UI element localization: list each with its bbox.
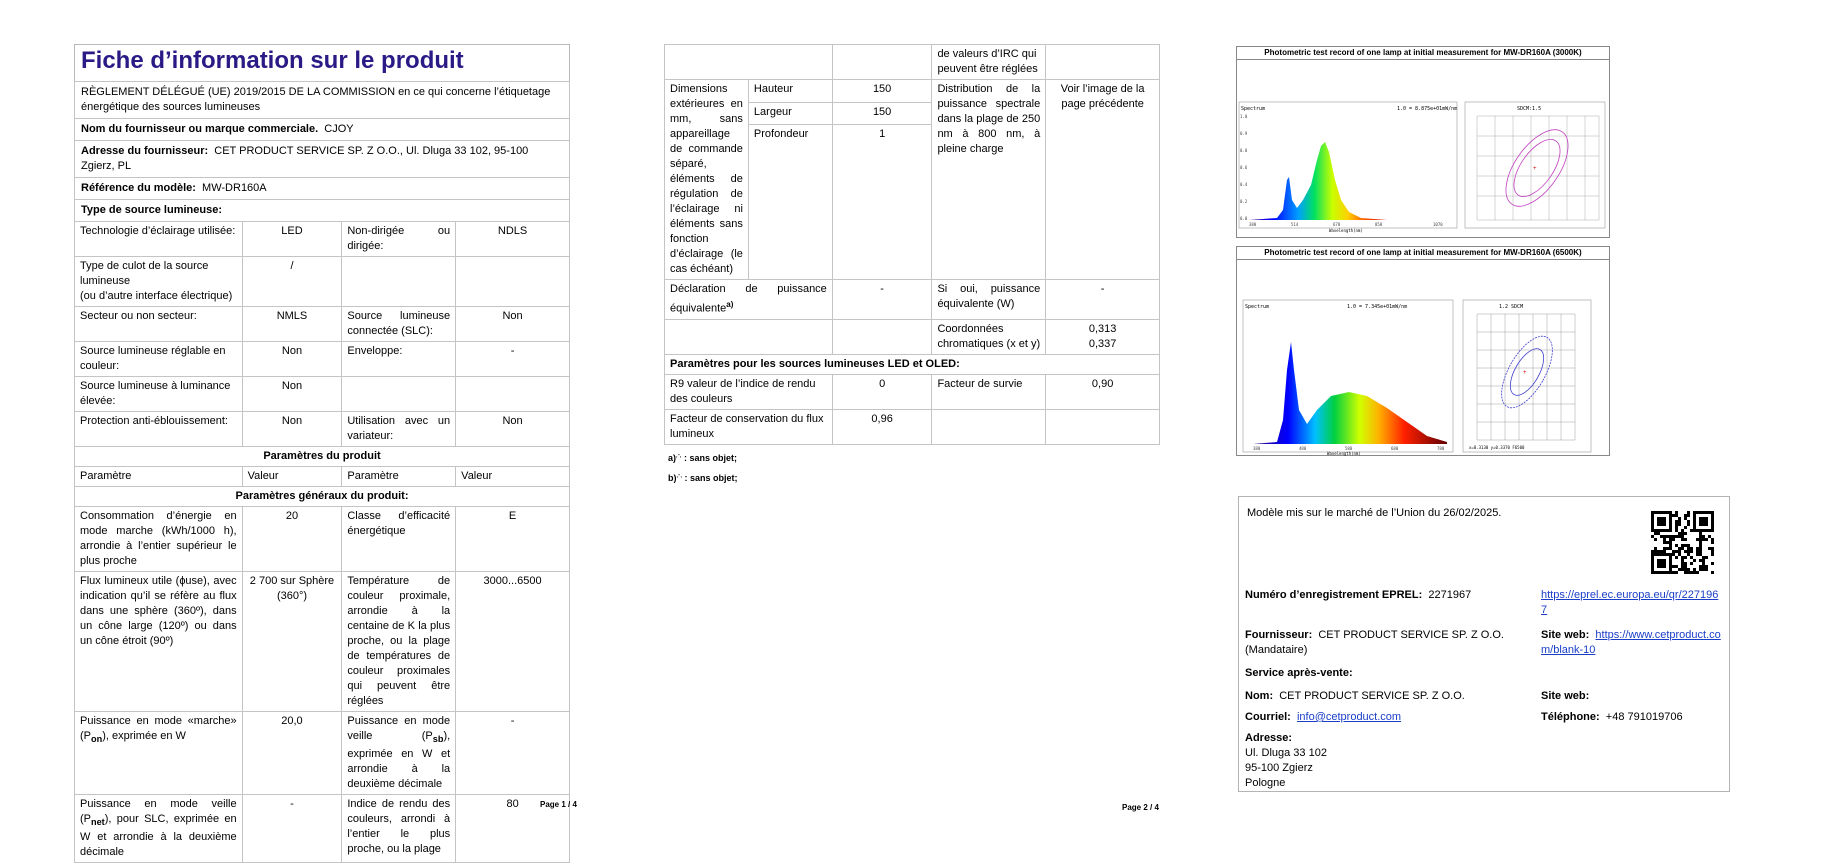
address-block (1239, 730, 1727, 792)
x-tick: 1070 (1433, 222, 1443, 227)
phone-cell (1535, 709, 1727, 726)
param-cell: Source lumineuse à luminance élevée: (75, 377, 243, 412)
eprel-value: 2271967 (1428, 589, 1472, 601)
standby-text-end: ), exprimée en W et arrondie à la deuxième décimale (347, 730, 451, 791)
standby-subscript: sb (432, 734, 444, 745)
footnote-b-sup: ‚-‚ (676, 471, 682, 479)
value-cell: NMLS (242, 307, 342, 342)
address-line: Pologne (1245, 777, 1286, 789)
table-row (75, 795, 570, 863)
eprel-link[interactable]: https://eprel.ec.europa.eu/qr/2271967 (1541, 589, 1719, 616)
model-row (75, 178, 570, 200)
qr-code-icon[interactable] (1651, 511, 1714, 574)
chart-title: Photometric test record of one lamp at initial measurement for MW-DR160A (6500K) (1237, 247, 1609, 260)
spectral-label: Distribution de la puissance spectrale dans la plage de 250 nm à 800 nm, à pleine charge (932, 80, 1046, 280)
height-label: Hauteur (748, 80, 832, 103)
y-tick: 0.4 (1240, 182, 1248, 187)
website-cell (1535, 627, 1727, 659)
param-subtext: (ou d’autre interface électrique) (80, 290, 233, 302)
footnotes (664, 447, 1160, 487)
market-date-text: Modèle mis sur le marché de l’Union du 26/02/2025. (1247, 507, 1502, 519)
value-cell: 0 (832, 374, 932, 409)
value-cell: 0,90 (1046, 374, 1160, 409)
address-label: Adresse: (1245, 732, 1293, 744)
photometric-record-6500k (1236, 246, 1610, 456)
net-standby-text-end: ), pour SLC, exprimée en W et arrondie à la deuxième décimale (80, 813, 237, 859)
param-text: Type de culot de la source lumineuse (80, 260, 209, 287)
param-cell: Si oui, puissance équivalente (W) (932, 280, 1046, 320)
value-cell: - (456, 342, 570, 377)
empty-cell (1046, 409, 1160, 444)
footnote-b-mark: b) (668, 472, 677, 483)
value-cell: 20,0 (242, 712, 342, 795)
address-label: Adresse du fournisseur: (81, 145, 209, 157)
model-value: MW-DR160A (202, 182, 267, 194)
supplier-row (75, 119, 570, 141)
value-cell (1046, 319, 1160, 354)
supplier-value: CET PRODUCT SERVICE SP. Z O.O. (Mandataire) (1245, 629, 1504, 656)
address-line: Ul. Dluga 33 102 (1245, 747, 1327, 759)
x-axis-label: Wavelength(nm) (1327, 451, 1361, 456)
model-label: Référence du modèle: (81, 182, 196, 194)
y-tick: 0.9 (1240, 131, 1248, 136)
col-header-value: Valeur (456, 467, 570, 487)
param-cell: Facteur de survie (932, 374, 1046, 409)
table-row (665, 45, 1160, 80)
value-cell: Non (456, 307, 570, 342)
footnote-a-mark: a) (668, 452, 677, 463)
param-cell: Coordonnées chromatiques (x et y) (932, 319, 1046, 354)
equiv-decl-label: Déclaration de puissance équivalente (670, 283, 827, 315)
spectral-value: Voir l’image de la page précédente (1046, 80, 1160, 280)
param-cell: Température de couleur proximale, arrondie à la centaine de K la plus proche, ou la plage de températures de couleur proximales qui peuvent être réglées (342, 572, 456, 712)
height-value: 150 (832, 80, 932, 103)
supplier-label: Nom du fournisseur ou marque commerciale. (81, 123, 319, 135)
spectrum-chart-3000k (1237, 60, 1609, 238)
table-row (75, 307, 570, 342)
empty-cell (1046, 45, 1160, 80)
empty-cell (665, 45, 833, 80)
value-cell: / (242, 257, 342, 307)
table-row (75, 412, 570, 447)
x-axis-label: Wavelength(nm) (1329, 228, 1363, 233)
product-params-heading: Paramètres du produit (75, 447, 570, 467)
footnote-b-text: : sans objet; (684, 472, 738, 483)
value-cell: - (242, 795, 342, 863)
param-cell (342, 257, 456, 307)
cie-frame (1465, 102, 1605, 228)
page-1 (74, 44, 570, 863)
table-row (665, 319, 1160, 354)
chroma-x: 0,313 (1088, 322, 1117, 335)
x-tick: 680 (1391, 446, 1399, 451)
table-row (665, 280, 1160, 320)
param-cell: Protection anti-éblouissement: (75, 412, 243, 447)
value-cell: Non (242, 412, 342, 447)
footnote-a (668, 447, 1160, 467)
param-cell: Enveloppe: (342, 342, 456, 377)
col-header-value: Valeur (242, 467, 342, 487)
value-cell: Non (242, 377, 342, 412)
chroma-point-icon: + (1523, 370, 1527, 376)
value-cell: 20 (242, 507, 342, 572)
x-tick: 580 (1345, 446, 1353, 451)
cie-title: 1.2 SDCM (1499, 304, 1524, 310)
empty-cell (832, 319, 932, 354)
value-cell: 3000...6500 (456, 572, 570, 712)
depth-label: Profondeur (748, 125, 832, 280)
page-title: Fiche d’information sur le produit (74, 44, 570, 81)
footnote-b (668, 467, 1160, 487)
table-row (75, 377, 570, 412)
table-row (665, 80, 1160, 103)
supplier-label: Fournisseur: (1245, 629, 1313, 641)
source-type-label: Type de source lumineuse: (75, 200, 570, 222)
param-cell: Facteur de conservation du flux lumineux (665, 409, 833, 444)
address-line: 95-100 Zgierz (1245, 762, 1313, 774)
param-cell (342, 377, 456, 412)
cie-frame (1463, 300, 1591, 452)
param-cell: Technologie d’éclairage utilisée: (75, 222, 243, 257)
eprel-info-card (1238, 496, 1730, 792)
value-cell: E (456, 507, 570, 572)
table-row (75, 222, 570, 257)
email-cell (1239, 709, 1535, 726)
value-cell: Non (242, 342, 342, 377)
width-value: 150 (832, 102, 932, 125)
empty-cell (832, 45, 932, 80)
x-tick: 380 (1249, 222, 1257, 227)
footnote-a-sup: ‚-‚ (676, 451, 682, 459)
spectrum-formula: 1.0 = 7.345e+01mW/nm (1347, 304, 1408, 310)
x-tick: 514 (1291, 222, 1299, 227)
email-link[interactable]: info@cetproduct.com (1296, 711, 1402, 723)
website-link[interactable]: https://www.cetproduct.com/blank-10 (1541, 629, 1721, 656)
value-cell: Non (456, 412, 570, 447)
dimensions-label: Dimensions extérieures en mm, sans appareillage de commande séparé, éléments de régulation de l’éclairage ni éléments sans fonction d’éclairage (le cas échéant) (665, 80, 749, 280)
param-cell: Utilisation avec un variateur: (342, 412, 456, 447)
table-row (75, 257, 570, 307)
table-row (75, 712, 570, 795)
general-params-heading: Paramètres généraux du produit: (75, 487, 570, 507)
param-cell (342, 712, 456, 795)
supplier-cell (1239, 627, 1535, 659)
name-cell (1239, 688, 1535, 705)
power-on-text: Puissance en mode «marche» (P (80, 715, 237, 742)
value-cell: NDLS (456, 222, 570, 257)
name-value: CET PRODUCT SERVICE SP. Z O.O. (1279, 690, 1465, 702)
param-cell (75, 795, 243, 863)
chroma-y: 0,337 (1088, 337, 1117, 350)
cie-caption: x=0.3130 y=0.3370 F6500 (1469, 445, 1525, 450)
param-cell: de valeurs d’IRC qui peuvent être réglées (932, 45, 1046, 80)
spectrum-frame (1239, 102, 1457, 228)
y-tick: 0.8 (1240, 148, 1248, 153)
column-headers (75, 467, 570, 487)
value-cell: - (832, 280, 932, 320)
x-tick: 480 (1299, 446, 1307, 451)
eprel-label: Numéro d’enregistrement EPREL: (1245, 589, 1423, 601)
name-label: Nom: (1245, 690, 1274, 702)
standby-text: Puissance en mode veille (P (347, 715, 451, 742)
supplier-value: CJOY (324, 123, 354, 135)
website-label: Site web: (1541, 629, 1590, 641)
value-cell (456, 257, 570, 307)
param-cell: Indice de rendu des couleurs, arrondi à l’entier le plus proche, ou la plage (342, 795, 456, 863)
param-cell (75, 257, 243, 307)
x-tick: 678 (1333, 222, 1341, 227)
table-row (75, 507, 570, 572)
width-label: Largeur (748, 102, 832, 125)
param-cell (665, 280, 833, 320)
empty-cell (932, 409, 1046, 444)
website2-label: Site web: (1541, 690, 1590, 702)
eprel-cell (1239, 587, 1535, 619)
param-cell: R9 valeur de l’indice de rendu des couleurs (665, 374, 833, 409)
spectrum-chart-6500k (1237, 260, 1609, 456)
cie-title: SDCM:1.5 (1517, 106, 1542, 112)
chart-title: Photometric test record of one lamp at initial measurement for MW-DR160A (3000K) (1237, 47, 1609, 60)
phone-label: Téléphone: (1541, 711, 1600, 723)
value-cell: LED (242, 222, 342, 257)
chroma-point-icon: + (1533, 166, 1537, 172)
photometric-record-3000k (1236, 46, 1610, 238)
empty-cell (665, 319, 833, 354)
product-info-table (74, 81, 570, 863)
table-row (75, 342, 570, 377)
y-tick: 0.2 (1240, 199, 1248, 204)
page-number: Page 2 / 4 (1122, 803, 1159, 812)
table-row (665, 374, 1160, 409)
phone-value: +48 791019706 (1605, 711, 1683, 723)
page-number: Page 1 / 4 (540, 800, 577, 809)
param-cell (75, 712, 243, 795)
footnote-a-text: : sans objet; (683, 452, 737, 463)
regulation-text: RÈGLEMENT DÉLÉGUÉ (UE) 2019/2015 DE LA COMMISSION en ce qui concerne l’étiquetage énergétique des sources lumineuses (75, 82, 570, 119)
spectrum-label: Spectrum (1241, 106, 1266, 112)
eprel-details (1239, 587, 1727, 792)
eprel-link-cell (1535, 587, 1727, 619)
param-cell: Flux lumineux utile (ɸuse), avec indication qu’il se réfère au flux dans une sphère (360º), dans un cône large (120º) ou dans un cône étroit (90º) (75, 572, 243, 712)
x-tick: 780 (1437, 446, 1445, 451)
value-cell: 80 (456, 795, 570, 863)
table-row (665, 409, 1160, 444)
value-cell (456, 377, 570, 412)
col-header-param: Paramètre (342, 467, 456, 487)
aftersales-label: Service après-vente: (1245, 667, 1353, 679)
footnote-ref: a) (726, 300, 734, 309)
spectrum-label: Spectrum (1245, 304, 1270, 310)
led-params-heading: Paramètres pour les sources lumineuses LED et OLED: (665, 354, 1160, 374)
value-cell: 2 700 sur Sphère (360°) (242, 572, 342, 712)
product-info-table-continued (664, 44, 1160, 445)
y-tick: 0.6 (1240, 165, 1248, 170)
email-label: Courriel: (1245, 711, 1291, 723)
param-cell: Classe d’efficacité énergétique (342, 507, 456, 572)
x-tick: 858 (1375, 222, 1383, 227)
power-on-subscript: on (91, 734, 103, 745)
net-standby-text: Puissance en mode veille (P (80, 798, 237, 826)
param-cell: Source lumineuse connectée (SLC): (342, 307, 456, 342)
table-row (75, 572, 570, 712)
page-2 (664, 44, 1160, 487)
spectrum-formula: 1.0 = 8.875e+01mW/nm (1397, 106, 1458, 112)
param-cell: Non-dirigée ou dirigée: (342, 222, 456, 257)
x-tick: 380 (1253, 446, 1261, 451)
value-cell: - (1046, 280, 1160, 320)
value-cell: 0,96 (832, 409, 932, 444)
power-on-text-end: ), exprimée en W (102, 730, 186, 742)
address-row (75, 141, 570, 178)
param-cell: Consommation d’énergie en mode marche (kWh/1000 h), arrondie à l’entier supérieur le plus proche (75, 507, 243, 572)
value-cell: - (456, 712, 570, 795)
net-standby-subscript: net (91, 817, 105, 828)
col-header-param: Paramètre (75, 467, 243, 487)
y-tick: 0.0 (1240, 216, 1248, 221)
depth-value: 1 (832, 125, 932, 280)
y-tick: 1.0 (1240, 114, 1248, 119)
param-cell: Source lumineuse réglable en couleur: (75, 342, 243, 377)
param-cell: Secteur ou non secteur: (75, 307, 243, 342)
address-value: CET PRODUCT SERVICE SP. Z O.O., Ul. Dluga 33 102, 95-100 Zgierz, PL (81, 145, 529, 172)
